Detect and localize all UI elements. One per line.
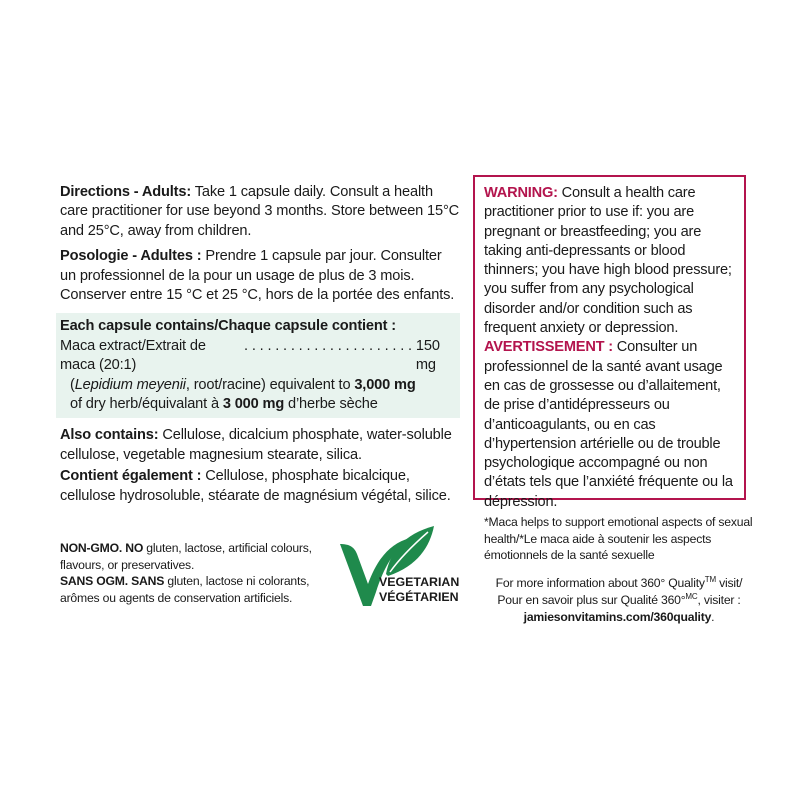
ingredient-equivalent: of dry herb/équivalant à 3 000 mg d’herbe sèche	[70, 396, 378, 413]
avertissement-text: Consulter un professionnel de la santé avant usage en cas de grossesse ou d’allaitement, de prise d’antidépresseurs ou d’anticoagulants, ou en cas d’hypertension artérielle ou de trouble psychologique accompagné ou non d’états tels que l’anxiété fréquente ou la dépression.	[484, 339, 733, 510]
quality-link[interactable]: jamiesonvitamins.com/360quality	[523, 610, 712, 624]
equivalent-amount-fr: 3 000 mg	[222, 396, 285, 413]
quality-info	[484, 575, 754, 626]
directions-text: Take 1 capsule daily. Consult a health care practitioner for use beyond 3 months. Store between 15°C and 25°C, away from children.	[60, 184, 460, 239]
vegetarian-english: VEGETARIAN	[379, 575, 460, 589]
ingredients-panel	[56, 313, 460, 418]
ingredients-heading: Each capsule contains/Chaque capsule contient :	[60, 318, 396, 335]
also-contains-english: Also contains: Cellulose, dicalcium phosphate, water-soluble cellulose, vegetable magnesium stearate, silica.	[60, 427, 452, 463]
directions-english	[60, 183, 460, 241]
quality-english: For more information about 360° Quality™ visit/	[495, 574, 743, 590]
non-gmo-statement	[60, 540, 350, 606]
warning-english	[484, 184, 736, 338]
quality-url: jamiesonvitamins.com/360quality.	[523, 610, 715, 624]
vegetarian-label	[379, 575, 459, 605]
warning-text: Consult a health care practitioner prior to use if: you are pregnant or breastfeeding; you are taking anti-depressants or blood thinners; you have high blood pressure; you suffer from any psychological disorder and/or condition such as frequent anxiety or depression.	[484, 185, 732, 337]
leader-dots: . . . . . . . . . . . . . . . . . . . . . .	[244, 337, 412, 354]
footnote: *Maca helps to support emotional aspects of sexual health/*Le maca aide à soutenir les aspects émotionnels de la santé sexuelle	[484, 515, 753, 562]
posologie-label: Posologie - Adultes :	[60, 248, 202, 265]
avertissement-label: AVERTISSEMENT :	[484, 339, 613, 356]
left-column	[60, 183, 460, 506]
ingredient-row	[60, 337, 454, 376]
warning-french	[484, 338, 736, 512]
warning-box	[473, 175, 746, 510]
equivalent-amount: 3,000 mg	[354, 376, 416, 393]
directions-french	[60, 247, 460, 305]
vegetarian-french: VÉGÉTARIEN	[379, 590, 459, 604]
ingredient-source: (Lepidium meyenii, root/racine) equivalent to 3,000 mg	[70, 376, 416, 393]
quality-french: Pour en savoir plus sur Qualité 360°$^{MC}$, visiter :	[497, 591, 741, 607]
non-gmo-english: NON-GMO. NO gluten, lactose, artificial colours, flavours, or preservatives.	[60, 541, 312, 572]
ingredient-name: Maca extract/Extrait de maca (20:1)	[60, 337, 206, 374]
latin-name: Lepidium meyenii	[74, 376, 186, 393]
non-gmo-french: SANS OGM. SANS gluten, lactose ni colorants, arômes ou agents de conservation artificiels.	[60, 574, 310, 605]
directions-label: Directions - Adults:	[60, 184, 192, 200]
ingredient-amount: 150 mg	[415, 337, 440, 374]
warning-label: WARNING:	[484, 185, 558, 201]
also-contains-french: Contient également : Cellulose, phosphate bicalcique, cellulose hydrosoluble, stéarate de magnésium végétal, silice.	[60, 468, 451, 504]
posologie-text: Prendre 1 capsule par jour. Consulter un professionnel de la pour un usage de plus de 3 mois. Conserver entre 15 °C et 25 °C, hors de la portée des enfants.	[60, 248, 455, 304]
